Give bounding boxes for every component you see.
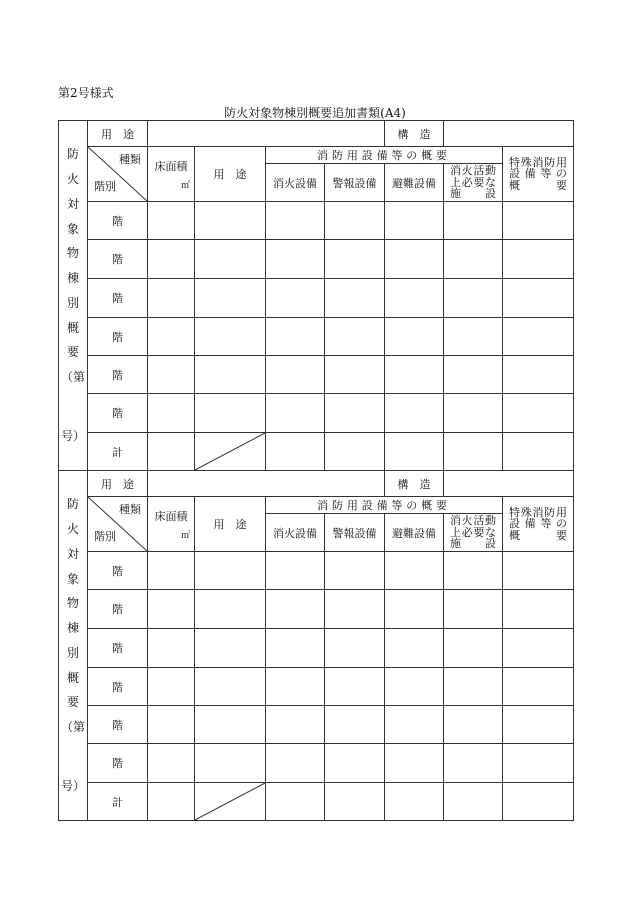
- document-title: 防火対象物棟別概要追加書類(A4): [224, 106, 406, 120]
- floor-label: 階: [88, 318, 148, 356]
- floor-row: [59, 240, 574, 279]
- use-label: 用 途: [88, 121, 148, 147]
- use-value-cell[interactable]: [148, 471, 385, 497]
- floor-label: 階: [88, 202, 148, 240]
- floor-row: [59, 668, 574, 706]
- total-label: 計: [88, 433, 148, 471]
- building-overview-section-1: [58, 120, 574, 471]
- use-header: 用 途: [195, 147, 266, 202]
- floor-label: 階: [88, 356, 148, 394]
- fire-equipment-overview-header: 消防用設備等の概要: [266, 497, 503, 514]
- alarm-header: 警報設備: [325, 514, 385, 552]
- alarm-header: 警報設備: [325, 164, 385, 202]
- floor-label: 階: [88, 629, 148, 668]
- floor-area-header: 床面積 ㎡: [148, 147, 195, 202]
- fire-extinguishing-header: 消火設備: [266, 164, 325, 202]
- firefighting-facility-header: 消火活動 上必要な 施 設: [444, 514, 503, 552]
- floor-row: [59, 318, 574, 356]
- floor-label: 階: [88, 590, 148, 629]
- total-use-cell-crossed: [195, 433, 266, 471]
- evacuation-header: 避難設備: [385, 514, 444, 552]
- special-equipment-header: 特殊消防用 設備等の 概 要: [503, 147, 574, 202]
- floor-label: 階: [88, 279, 148, 318]
- total-row: [59, 783, 574, 821]
- floor-row: [59, 279, 574, 318]
- form-number: 第2号様式: [58, 86, 114, 100]
- floor-label: 階: [88, 706, 148, 744]
- floor-row: [59, 552, 574, 590]
- total-area-cell[interactable]: [148, 433, 195, 471]
- fire-extinguishing-header: 消火設備: [266, 514, 325, 552]
- structure-label: 構 造: [385, 121, 444, 147]
- evacuation-header: 避難設備: [385, 164, 444, 202]
- type-floor-header: 種類 階別: [88, 147, 148, 202]
- floor-row: [59, 202, 574, 240]
- floor-label: 階: [88, 552, 148, 590]
- floor-row: [59, 590, 574, 629]
- total-row: [59, 433, 574, 471]
- floor-row: [59, 744, 574, 783]
- total-area-cell[interactable]: [148, 783, 195, 821]
- total-label: 計: [88, 783, 148, 821]
- total-use-cell-crossed: [195, 783, 266, 821]
- side-label: 防 火 対 象 物 棟 別 概 要 （第 号）: [59, 121, 88, 471]
- floor-row: [59, 629, 574, 668]
- use-label: 用 途: [88, 471, 148, 497]
- floor-label: 階: [88, 394, 148, 433]
- use-value-cell[interactable]: [148, 121, 385, 147]
- floor-row: [59, 356, 574, 394]
- floor-label: 階: [88, 240, 148, 279]
- floor-label: 階: [88, 744, 148, 783]
- type-floor-header: 種類 階別: [88, 497, 148, 552]
- structure-value-cell[interactable]: [444, 471, 574, 497]
- side-label: 防 火 対 象 物 棟 別 概 要 （第 号）: [59, 471, 88, 821]
- fire-equipment-overview-header: 消防用設備等の概要: [266, 147, 503, 164]
- floor-row: [59, 706, 574, 744]
- floor-area-header: 床面積 ㎡: [148, 497, 195, 552]
- use-header: 用 途: [195, 497, 266, 552]
- floor-label: 階: [88, 668, 148, 706]
- building-overview-section-2: [58, 470, 574, 821]
- firefighting-facility-header: 消火活動 上必要な 施 設: [444, 164, 503, 202]
- structure-label: 構 造: [385, 471, 444, 497]
- special-equipment-header: 特殊消防用 設備等の 概 要: [503, 497, 574, 552]
- structure-value-cell[interactable]: [444, 121, 574, 147]
- floor-row: [59, 394, 574, 433]
